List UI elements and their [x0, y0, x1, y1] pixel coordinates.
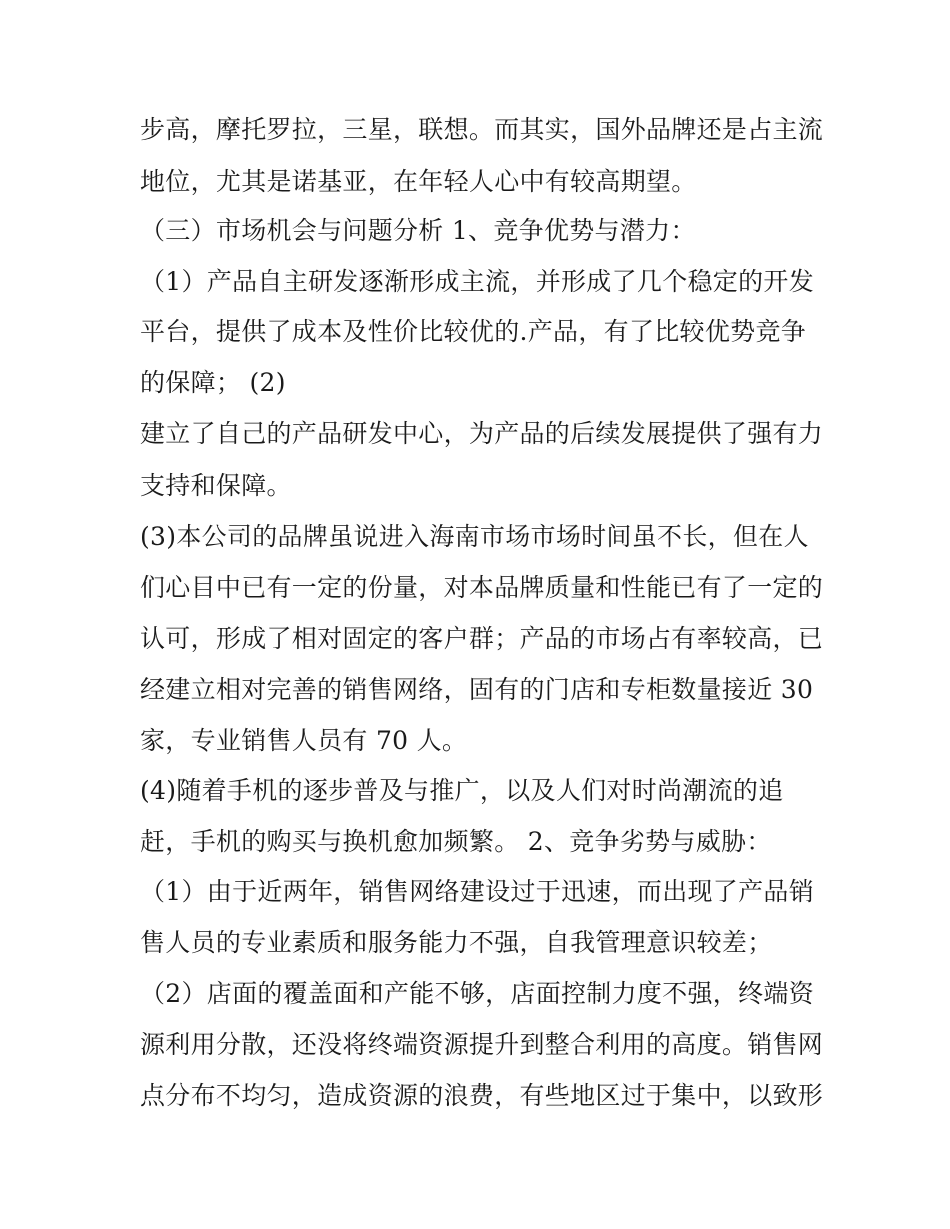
- text-line: 建立了自己的产品研发中心，为产品的后续发展提供了强有力: [140, 419, 824, 448]
- text-line: 经建立相对完善的销售网络，固有的门店和专柜数量接近 30: [140, 675, 814, 704]
- text-line: 们心目中已有一定的份量，对本品牌质量和性能已有了一定的: [140, 573, 824, 602]
- text-line: （2）店面的覆盖面和产能不够，店面控制力度不强，终端资: [140, 979, 815, 1008]
- text-line: 的保障； (2): [140, 368, 286, 397]
- text-line: 售人员的专业素质和服务能力不强，自我管理意识较差；: [140, 928, 773, 957]
- text-line: （三）市场机会与问题分析 1、竞争优势与潜力：: [140, 216, 696, 245]
- text-line: 平台，提供了成本及性价比较优的.产品，有了比较优势竞争: [140, 317, 807, 346]
- text-line: (3)本公司的品牌虽说进入海南市场市场时间虽不长，但在人: [140, 522, 809, 551]
- text-line: 点分布不均匀，造成资源的浪费，有些地区过于集中，以致形: [140, 1081, 824, 1110]
- text-line: 家，专业销售人员有 70 人。: [140, 726, 468, 755]
- text-line: (4)随着手机的逐步普及与推广，以及人们对时尚潮流的追: [140, 776, 784, 805]
- text-line: 源利用分散，还没将终端资源提升到整合利用的高度。销售网: [140, 1030, 824, 1059]
- text-line: （1）由于近两年，销售网络建设过于迅速，而出现了产品销: [140, 877, 815, 906]
- text-line: 支持和保障。: [140, 471, 292, 500]
- text-line: 地位，尤其是诺基亚，在年轻人心中有较高期望。: [140, 167, 697, 196]
- text-line: 认可，形成了相对固定的客户群；产品的市场占有率较高，已: [140, 624, 824, 653]
- text-line: 赶，手机的购买与换机愈加频繁。 2、竞争劣势与威胁：: [140, 827, 772, 856]
- text-line: （1）产品自主研发逐渐形成主流，并形成了几个稳定的开发: [140, 267, 815, 296]
- text-line: 步高，摩托罗拉，三星，联想。而其实，国外品牌还是占主流: [140, 115, 824, 144]
